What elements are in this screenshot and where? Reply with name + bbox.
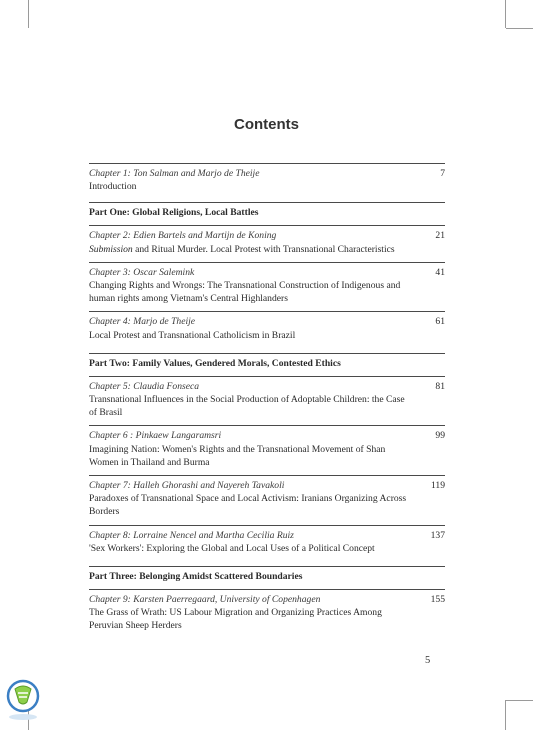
chapter-title (89, 243, 411, 256)
chapter-author: Chapter 8: Lorraine Nencel and Martha Cecilia Ruiz (89, 529, 294, 541)
page-number: 155 (430, 594, 445, 606)
part-heading-three: Part Three: Belonging Amidst Scattered Boundaries (89, 571, 303, 583)
crop-mark-top-right-h (506, 28, 533, 29)
page-number: 81 (435, 380, 445, 392)
chapter-title: Transnational Influences in the Social Production of Adoptable Children: the Case of Brasil (89, 394, 405, 419)
chapter-author: Chapter 1: Ton Salman and Marjo de Theije (89, 168, 260, 179)
toc-entry-chapter-6 (89, 429, 445, 469)
part-heading-two: Part Two: Family Values, Gendered Morals, Contested Ethics (89, 357, 341, 369)
divider (89, 163, 445, 164)
divider (89, 262, 445, 263)
chapter-author: Chapter 3: Oscar Salemink (89, 266, 195, 278)
divider (89, 311, 445, 312)
chapter-title-rest: and Ritual Murder. Local Protest with Transnational Characteristics (132, 243, 395, 255)
page-number: 21 (435, 230, 445, 242)
toc-entry-chapter-9 (89, 593, 445, 633)
chapter-title: 'Sex Workers': Exploring the Global and Local Uses of a Political Concept (89, 542, 375, 554)
toc-entry-chapter-7 (89, 479, 445, 519)
chapter-author: Chapter 6 : Pinkaew Langaramsri (89, 430, 222, 442)
crop-mark-top-right (505, 0, 506, 28)
chapter-author: Chapter 2: Edien Bartels and Martijn de Koning (89, 230, 277, 242)
toc-entry-chapter-3 (89, 266, 445, 306)
chapter-title: Paradoxes of Transnational Space and Local Activism: Iranians Organizing Across Borders (89, 493, 407, 518)
publisher-logo-icon (2, 678, 44, 722)
toc-entry-chapter-1 (89, 167, 445, 193)
divider (89, 525, 445, 526)
crop-mark-top-left (28, 0, 29, 28)
chapter-title: Local Protest and Transnational Catholicism in Brazil (89, 329, 296, 341)
page-number: 137 (430, 529, 445, 541)
divider (89, 425, 445, 426)
chapter-title: Changing Rights and Wrongs: The Transnational Construction of Indigenous and human rights among Vietnam's Central Highlanders (89, 280, 401, 305)
crop-mark-bottom-right (505, 700, 506, 730)
divider (89, 566, 445, 567)
toc-entry-chapter-5 (89, 380, 445, 420)
divider (89, 475, 445, 476)
page-number: 99 (435, 430, 445, 442)
chapter-author: Chapter 7: Halleh Ghorashi and Nayereh Tavakoli (89, 480, 285, 492)
part-heading-one: Part One: Global Religions, Local Battles (89, 207, 259, 219)
page-folio: 5 (425, 655, 431, 666)
toc-entry-chapter-8 (89, 529, 445, 555)
page-title: Contents (234, 116, 299, 133)
chapter-title-emphasis: Submission (89, 243, 133, 255)
divider (89, 202, 445, 203)
chapter-title: Introduction (89, 181, 137, 193)
chapter-author: Chapter 4: Marjo de Theije (89, 316, 196, 328)
page-number: 61 (435, 316, 445, 328)
divider (89, 225, 445, 226)
divider (89, 589, 445, 590)
chapter-author: Chapter 9: Karsten Paerregaard, University of Copenhagen (89, 594, 321, 606)
divider (89, 376, 445, 377)
page-number: 119 (430, 480, 445, 492)
chapter-title: Imagining Nation: Women's Rights and the Transnational Movement of Shan Women in Thailand and Burma (89, 443, 386, 468)
table-of-contents (89, 163, 445, 633)
chapter-author: Chapter 5: Claudia Fonseca (89, 380, 200, 392)
page-number: 7 (440, 168, 445, 179)
page-number: 41 (435, 266, 445, 278)
divider (89, 353, 445, 354)
toc-entry-chapter-4 (89, 315, 445, 341)
toc-entry-chapter-2 (89, 229, 445, 255)
chapter-title: The Grass of Wrath: US Labour Migration and Organizing Practices Among Peruvian Sheep Herders (89, 607, 382, 632)
crop-mark-bottom-right-h (506, 700, 533, 701)
